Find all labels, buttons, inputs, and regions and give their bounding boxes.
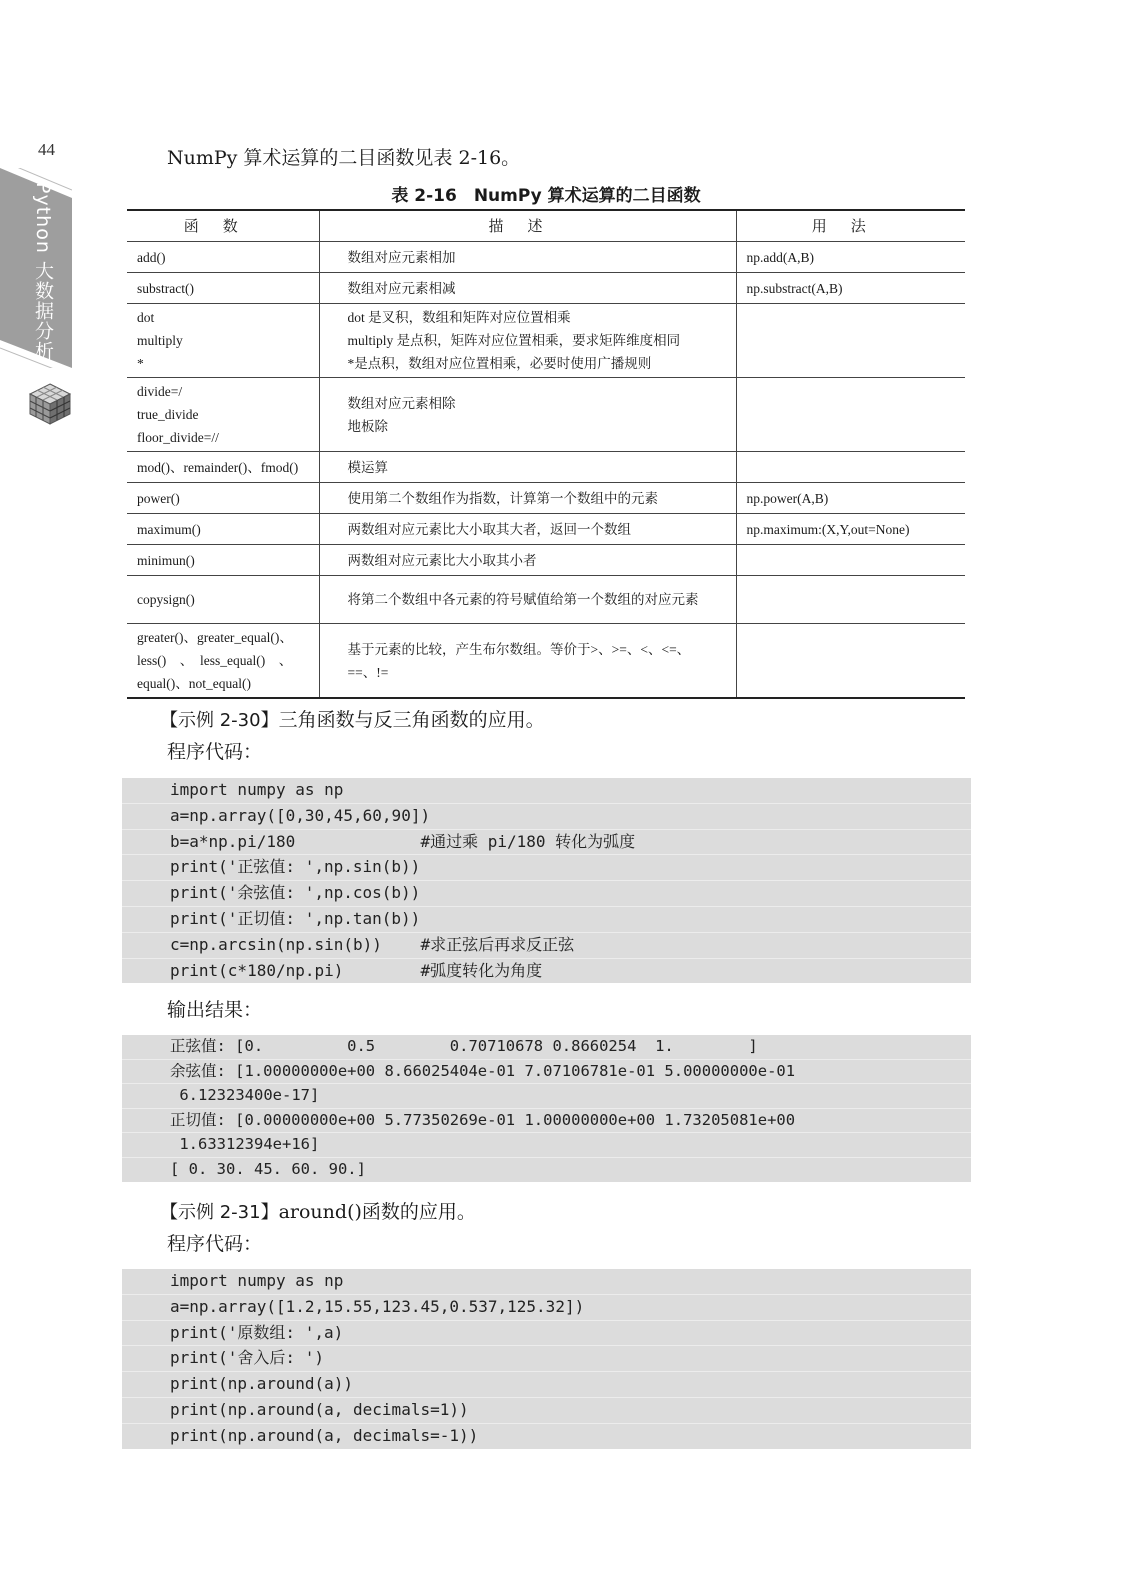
side-tab-label: Python 大数据分析 [32,182,54,361]
example-31-code-block [122,1269,971,1449]
output-line: 正弦值: [0. 0.5 0.70710678 0.8660254 1. ] [122,1035,971,1060]
cell-description: 将第二个数组中各元素的符号赋值给第一个数组的对应元素 [319,576,736,624]
output-line: 6.12323400e-17] [122,1084,971,1109]
output-line: 正切值: [0.00000000e+00 5.77350269e-01 1.00000000e+00 1.73205081e+00 [122,1109,971,1134]
cell-function: mod()、remainder()、fmod() [127,452,319,483]
example-31-label: 【示例 2-31】 [160,1202,279,1223]
cell-description: dot 是叉积，数组和矩阵对应位置相乘 multiply 是点积，矩阵对应位置相乘，要求矩阵维度相同 *是点积，数组对应位置相乘，必要时使用广播规则 [319,304,736,378]
code-line: print(np.around(a, decimals=1)) [122,1398,971,1424]
cell-usage [736,452,965,483]
cell-function: maximum() [127,514,319,545]
code-line: print(np.around(a)) [122,1372,971,1398]
code-line: print('舍入后: ') [122,1346,971,1372]
cell-description: 数组对应元素相除 地板除 [319,378,736,452]
page-number: 44 [38,140,55,159]
output-line: 余弦值: [1.00000000e+00 8.66025404e-01 7.07106781e-01 5.00000000e-01 [122,1060,971,1085]
cell-function: minimun() [127,545,319,576]
cell-function: add() [127,242,319,273]
cell-description: 使用第二个数组作为指数，计算第一个数组中的元素 [319,483,736,514]
cell-description: 两数组对应元素比大小取其小者 [319,545,736,576]
cell-usage: np.power(A,B) [736,483,965,514]
cell-usage [736,624,965,699]
table-row [127,378,965,452]
code-line: print('原数组: ',a) [122,1321,971,1347]
table-row [127,514,965,545]
cell-usage: np.add(A,B) [736,242,965,273]
cell-description: 基于元素的比较，产生布尔数组。等价于>、>=、<、<=、==、!= [319,624,736,699]
example-30-label: 【示例 2-30】 [160,710,279,731]
cell-function: divide=/ true_divide floor_divide=// [127,378,319,452]
cell-function: substract() [127,273,319,304]
example-31-title [160,1197,476,1224]
cell-description: 模运算 [319,452,736,483]
example-30-output-block [122,1035,971,1182]
cell-usage [736,304,965,378]
code-line: print('正弦值: ',np.sin(b)) [122,855,971,881]
cell-usage: np.maximum:(X,Y,out=None) [736,514,965,545]
output-line: 1.63312394e+16] [122,1133,971,1158]
cell-usage [736,378,965,452]
example-30-title [160,705,545,732]
table-row [127,273,965,304]
cube-logo-icon [26,380,74,428]
example-31-code-label: 程序代码： [167,1233,263,1255]
code-line: b=a*np.pi/180 #通过乘 pi/180 转化为弧度 [122,830,971,856]
example-30-code-label: 程序代码： [167,741,263,763]
example-31-heading: around()函数的应用。 [278,1201,476,1223]
function-table [127,209,965,699]
code-line: print(np.around(a, decimals=-1)) [170,1425,479,1445]
output-line: [ 0. 30. 45. 60. 90.] [170,1159,366,1178]
code-line: print('正切值: ',np.tan(b)) [122,907,971,933]
table-row [127,624,965,699]
cell-usage [736,545,965,576]
header-function: 函数 [127,210,319,242]
table-header-row [127,210,965,242]
cell-function: power() [127,483,319,514]
example-30-heading: 三角函数与反三角函数的应用。 [278,709,545,731]
example-30-code-block [122,778,971,983]
table-row [127,576,965,624]
cell-usage: np.substract(A,B) [736,273,965,304]
code-line: import numpy as np [122,778,971,804]
code-line: a=np.array([1.2,15.55,123.45,0.537,125.32]) [122,1295,971,1321]
code-line: import numpy as np [122,1269,971,1295]
header-usage: 用法 [736,210,965,242]
cell-function: dot multiply * [127,304,319,378]
code-line: print(c*180/np.pi) #弧度转化为角度 [170,960,543,980]
code-line: a=np.array([0,30,45,60,90]) [122,804,971,830]
example-30-output-label: 输出结果： [167,999,263,1021]
code-line: print('余弦值: ',np.cos(b)) [122,881,971,907]
table-row [127,452,965,483]
cell-description: 两数组对应元素比大小取其大者，返回一个数组 [319,514,736,545]
table-row [127,483,965,514]
table-row [127,545,965,576]
intro-text: NumPy 算术运算的二目函数见表 2-16。 [167,147,521,169]
cell-function: copysign() [127,576,319,624]
cell-description: 数组对应元素相加 [319,242,736,273]
header-description: 描述 [319,210,736,242]
cell-function: greater()、greater_equal()、less() 、 less_equal() 、equal()、not_equal() [127,624,319,699]
table-row [127,242,965,273]
cell-description: 数组对应元素相减 [319,273,736,304]
table-row [127,304,965,378]
cell-usage [736,576,965,624]
code-line: c=np.arcsin(np.sin(b)) #求正弦后再求反正弦 [122,933,971,959]
table-caption: 表 2-16 NumPy 算术运算的二目函数 [391,186,701,206]
